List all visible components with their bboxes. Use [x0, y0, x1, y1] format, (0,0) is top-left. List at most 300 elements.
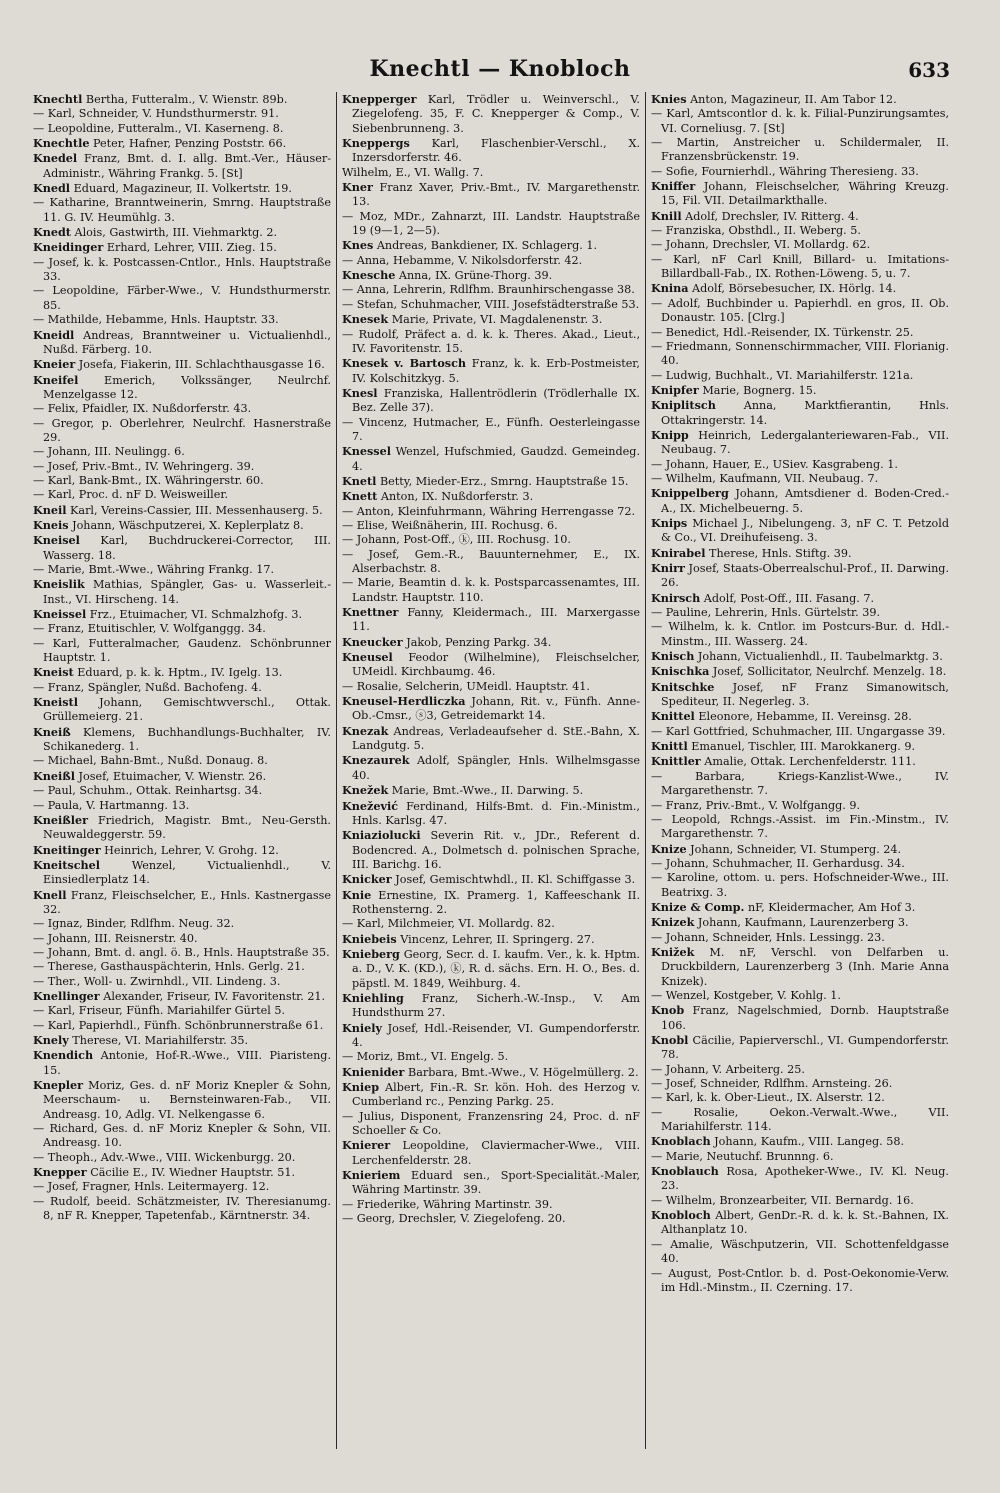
- directory-entry: [33, 1078, 331, 1122]
- entry-text: — Stefan, Schuhmacher, VIII. Josefstädterstraße 53.: [342, 297, 640, 311]
- directory-entry: [651, 297, 949, 326]
- directory-entry: [651, 931, 949, 945]
- columns: [28, 92, 954, 1449]
- entry-text: — Friedmann, Sonnenschirmmacher, VIII. Florianig. 40.: [651, 339, 949, 368]
- entry-surname: Kneppergs: [342, 136, 410, 151]
- entry-text: — Marie, Beamtin d. k. k. Postsparcassenamtes, III. Landstr. Hauptstr. 110.: [342, 576, 640, 604]
- directory-entry: [33, 1122, 331, 1151]
- entry-text: — Johann, Schuhmacher, II. Gerhardusg. 34.: [651, 856, 905, 870]
- directory-entry: [651, 1208, 949, 1238]
- directory-entry: [651, 136, 949, 165]
- directory-entry: [342, 416, 640, 445]
- entry-text: Wenzel, Victualienhdl., V. Einsiedlerplatz 14.: [43, 858, 331, 887]
- directory-entry: [33, 622, 331, 636]
- entry-text: Anton, IX. Nußdorferstr. 3.: [377, 490, 534, 504]
- directory-entry: [33, 328, 331, 358]
- entry-text: Marie, Private, VI. Magdalenenstr. 3.: [388, 313, 603, 327]
- entry-surname: Knedl: [33, 181, 71, 196]
- directory-entry: [342, 783, 640, 798]
- directory-entry: [342, 238, 640, 253]
- directory-entry: [342, 210, 640, 239]
- directory-entry: [33, 695, 331, 725]
- entry-surname: Knesek v. Bartosch: [342, 356, 467, 371]
- directory-entry: [651, 165, 949, 179]
- entry-text: Karl, Trödler u. Weinverschl., V. Ziegelofeng. 35, F. C. Knepperger & Comp., V. Siebenbrunneng. 3.: [352, 93, 640, 135]
- directory-entry: [33, 225, 331, 240]
- directory-entry: [651, 620, 949, 649]
- entry-text: Emanuel, Tischler, III. Marokkanerg. 9.: [687, 740, 916, 754]
- entry-text: — Rosalie, Oekon.-Verwalt.-Wwe., VII. Mariahilferstr. 114.: [651, 1105, 949, 1134]
- entry-text: Johann, Kaufm., VIII. Langeg. 58.: [710, 1135, 905, 1149]
- entry-text: — Sofie, Fournierhdl., Währing Theresieng. 33.: [651, 164, 919, 178]
- page-header: [0, 54, 1000, 90]
- entry-text: — Marie, Neutuchf. Brunnng. 6.: [651, 1149, 834, 1163]
- directory-entry: [33, 284, 331, 313]
- page-number: 633: [908, 58, 950, 82]
- directory-entry: [651, 739, 949, 754]
- entry-surname: Knipfer: [651, 382, 699, 397]
- directory-entry: [342, 180, 640, 210]
- entry-surname: Kneusel: [342, 650, 393, 665]
- entry-text: — Wilhelm, k. k. Cntlor. im Postcurs-Bur. d. Hdl.-Minstm., III. Wasserg. 24.: [651, 620, 949, 648]
- entry-text: Betty, Mieder-Erz., Smrng. Hauptstraße 15.: [376, 474, 629, 488]
- entry-surname: Kniplitsch: [651, 398, 716, 413]
- directory-entry: [651, 871, 949, 900]
- directory-entry: [651, 428, 949, 458]
- entry-text: Johann, Gemischtwverschl., Ottak. Grüllemeierg. 21.: [43, 696, 331, 724]
- entry-surname: Knipp: [651, 427, 689, 442]
- entry-surname: Knittler: [651, 754, 701, 769]
- directory-entry: [651, 281, 949, 296]
- directory-entry: [651, 472, 949, 486]
- entry-text: — Leopold, Rchngs.-Assist. im Fin.-Minstm., IV. Margarethenstr. 7.: [651, 812, 949, 841]
- entry-surname: Knina: [651, 281, 689, 296]
- entry-text: — Karl Gottfried, Schuhmacher, III. Ungargasse 39.: [651, 724, 946, 738]
- entry-text: Feodor (Wilhelmine), Fleischselcher, UMeidl. Kirchbaumg. 46.: [352, 651, 640, 679]
- directory-entry: [342, 489, 640, 504]
- directory-entry: [33, 932, 331, 946]
- entry-text: Anna, IX. Grüne-Thorg. 39.: [395, 269, 553, 283]
- entry-text: Therese, VI. Mariahilferstr. 35.: [68, 1034, 249, 1047]
- entry-surname: Kneitschel: [33, 857, 101, 872]
- directory-entry: [651, 945, 949, 989]
- entry-text: Anna, Marktfierantin, Hnls. Ottakringerstr. 14.: [661, 399, 949, 427]
- entry-text: Karl, Vereins-Cassier, III. Messenhauserg. 5.: [66, 503, 323, 517]
- entry-surname: Knirsch: [651, 590, 701, 605]
- entry-surname: Knieriem: [342, 1168, 401, 1183]
- entry-text: — Ignaz, Binder, Rdlfhm. Neug. 32.: [33, 917, 235, 931]
- directory-entry: [33, 92, 331, 107]
- entry-surname: Knechtle: [33, 136, 90, 151]
- directory-entry: [33, 813, 331, 843]
- entry-surname: Knett: [342, 489, 378, 504]
- entry-text: Johann, Schneider, VI. Stumperg. 24.: [686, 842, 902, 856]
- running-head: Knechtl — Knobloch: [369, 56, 631, 82]
- entry-text: Eduard, p. k. k. Hptm., IV. Igelg. 13.: [73, 666, 283, 680]
- entry-surname: Kneitinger: [33, 842, 101, 857]
- entry-surname: Kneissel: [33, 607, 87, 622]
- entry-text: Cäcilie, Papierverschl., VI. Gumpendorferstr. 78.: [661, 1034, 949, 1062]
- directory-entry: [33, 240, 331, 255]
- directory-entry: [651, 224, 949, 238]
- entry-text: — August, Post-Cntlor. b. d. Post-Oekonomie-Verw. im Hdl.-Minstm., II. Czerning. 17.: [651, 1266, 949, 1294]
- entry-surname: Kneistl: [33, 695, 78, 710]
- directory-entry: [651, 92, 949, 107]
- entry-text: Adolf, Spängler, Hnls. Wilhelmsgasse 40.: [352, 754, 640, 782]
- directory-entry: [651, 591, 949, 606]
- directory-entry: [33, 1151, 331, 1165]
- directory-entry: [342, 166, 640, 180]
- entry-surname: Kniebeis: [342, 931, 397, 946]
- entry-surname: Knischka: [651, 664, 710, 679]
- entry-surname: Knirr: [651, 561, 685, 575]
- directory-entry: [651, 664, 949, 679]
- entry-surname: Knell: [33, 887, 67, 902]
- entry-surname: Knesek: [342, 312, 389, 327]
- entry-text: — Johann, Post-Off., ⓚ, III. Rochusg. 10.: [342, 533, 571, 547]
- entry-text: — Johann, Drechsler, VI. Mollardg. 62.: [651, 238, 871, 252]
- entry-text: Vincenz, Lehrer, II. Springerg. 27.: [396, 932, 595, 946]
- directory-entry: [651, 546, 949, 561]
- directory-entry: [651, 107, 949, 136]
- entry-text: — Karl, k. k. Ober-Lieut., IX. Alserstr. 12.: [651, 1091, 885, 1105]
- entry-text: Franz, k. k. Erb-Postmeister, IV. Kolschitzkyg. 5.: [352, 357, 640, 385]
- entry-text: — Elise, Weißnäherin, III. Rochusg. 6.: [342, 518, 558, 532]
- directory-entry: [33, 1019, 331, 1033]
- entry-text: Josef, Hdl.-Reisender, VI. Gumpendorferstr. 4.: [352, 1021, 640, 1049]
- entry-text: Josef, Staats-Oberrealschul-Prof., II. Darwing. 26.: [661, 562, 949, 590]
- directory-entry: [651, 561, 949, 591]
- directory-entry: [33, 665, 331, 680]
- directory-entry: [33, 769, 331, 784]
- directory-entry: [342, 356, 640, 386]
- directory-entry: [651, 1063, 949, 1077]
- directory-entry: [342, 650, 640, 680]
- directory-entry: [342, 1050, 640, 1064]
- directory-entry: [33, 1048, 331, 1078]
- directory-entry: [33, 725, 331, 755]
- entry-text: — Felix, Pfaidler, IX. Nußdorferstr. 43.: [33, 402, 252, 416]
- directory-entry: [33, 799, 331, 813]
- directory-entry: [342, 576, 640, 605]
- entry-text: — Karl, Friseur, Fünfh. Mariahilfer Gürtel 5.: [33, 1004, 286, 1018]
- directory-entry: [33, 637, 331, 666]
- directory-entry: [33, 754, 331, 768]
- directory-entry: [651, 1164, 949, 1194]
- entry-surname: Kneier: [33, 357, 76, 372]
- entry-surname: Knirabel: [651, 545, 706, 560]
- entry-text: Amalie, Ottak. Lerchenfelderstr. 111.: [700, 755, 916, 769]
- directory-entry: [33, 196, 331, 225]
- directory-entry: [651, 754, 949, 769]
- directory-entry: [342, 753, 640, 783]
- entry-text: Josefa, Fiakerin, III. Schlachthausgasse 16.: [75, 358, 325, 372]
- entry-text: Franz, Bmt. d. I. allg. Bmt.-Ver., Häuser-Administr., Währing Frankg. 5. [St]: [43, 152, 331, 180]
- entry-text: — Rosalie, Selcherin, UMeidl. Hauptstr. 41.: [342, 679, 590, 693]
- entry-text: Jakob, Penzing Parkg. 34.: [402, 635, 552, 649]
- directory-entry: [33, 151, 331, 181]
- entry-surname: Knize & Comp.: [651, 899, 745, 914]
- entry-text: Wenzel, Hufschmied, Gaudzd. Gemeindeg. 4.: [352, 445, 640, 473]
- entry-text: — Karl, Milchmeier, VI. Mollardg. 82.: [342, 917, 555, 931]
- entry-text: Heinrich, Lehrer, V. Grohg. 12.: [100, 843, 279, 857]
- entry-text: — Karl, Futteralmacher, Gaudenz. Schönbrunner Hauptstr. 1.: [33, 636, 331, 665]
- entry-text: — Karl, Papierhdl., Fünfh. Schönbrunnerstraße 61.: [33, 1018, 324, 1032]
- entry-surname: Kniffer: [651, 179, 696, 194]
- entry-text: Adolf, Drechsler, IV. Ritterg. 4.: [681, 209, 859, 223]
- directory-entry: [342, 724, 640, 754]
- directory-entry: [651, 1238, 949, 1267]
- directory-entry: [342, 991, 640, 1021]
- directory-entry: [651, 253, 949, 282]
- directory-entry: [33, 373, 331, 403]
- entry-text: — Mathilde, Hebamme, Hnls. Hauptstr. 33.: [33, 313, 279, 327]
- directory-entry: [342, 548, 640, 577]
- entry-text: — Wilhelm, Kaufmann, VII. Neubaug. 7.: [651, 471, 879, 485]
- directory-entry: [651, 649, 949, 664]
- directory-entry: [33, 357, 331, 372]
- entry-surname: Kniaziolucki: [342, 828, 421, 843]
- entry-text: — Theoph., Adv.-Wwe., VIII. Wickenburgg. 20.: [33, 1150, 296, 1164]
- entry-text: — Josef, Priv.-Bmt., IV. Wehringerg. 39.: [33, 459, 255, 473]
- entry-text: M. nF, Verschl. von Delfarben u. Druckbildern, Laurenzerberg 3 (Inh. Marie Anna Knizek).: [661, 945, 949, 988]
- directory-entry: [342, 694, 640, 724]
- entry-text: Emerich, Volkssänger, Neulrchf. Menzelgasse 12.: [43, 373, 331, 401]
- entry-text: Cäcilie E., IV. Wiedner Hauptstr. 51.: [86, 1166, 296, 1180]
- entry-surname: Kneucker: [342, 634, 403, 649]
- directory-entry: [33, 181, 331, 196]
- directory-entry: [33, 474, 331, 488]
- entry-surname: Knob: [651, 1003, 685, 1018]
- entry-text: Johann, Wäschputzerei, X. Keplerplatz 8.: [68, 518, 304, 532]
- directory-entry: [33, 1004, 331, 1018]
- directory-entry: [651, 842, 949, 857]
- directory-entry: [33, 843, 331, 858]
- entry-text: — Wilhelm, Bronzearbeiter, VII. Bernardg. 16.: [651, 1193, 914, 1207]
- directory-entry: [651, 989, 949, 1003]
- entry-text: Leopoldine, Claviermacher-Wwe., VIII. Lerchenfelderstr. 28.: [352, 1139, 640, 1167]
- entry-text: Andreas, Branntweiner u. Victualienhdl., Nußd. Färberg. 10.: [43, 328, 331, 356]
- entry-text: Moriz, Ges. d. nF Moriz Knepler & Sohn, Meerschaum- u. Bernsteinwaren-Fab., VII. Andreasg. 10, Adlg. VI. Nelkengasse 6.: [43, 1079, 331, 1121]
- directory-entry: [33, 445, 331, 459]
- entry-text: Eduard, Magazineur, II. Volkertstr. 19.: [70, 182, 292, 196]
- entry-text: Klemens, Buchhandlungs-Buchhalter, IV. Schikanederg. 1.: [43, 725, 331, 754]
- entry-text: Karl, Buchdruckerei-Corrector, III. Wasserg. 18.: [43, 534, 331, 562]
- entry-surname: Knes: [342, 238, 374, 253]
- entry-surname: Knisch: [651, 649, 695, 664]
- entry-text: Eleonore, Hebamme, II. Vereinsg. 28.: [694, 710, 912, 724]
- entry-surname: Knezak: [342, 723, 389, 738]
- entry-surname: Kneusel-Herdliczka: [342, 694, 466, 709]
- entry-surname: Knechtl: [33, 92, 83, 106]
- directory-entry: [33, 1165, 331, 1180]
- entry-text: Johann, Kaufmann, Laurenzerberg 3.: [694, 916, 909, 930]
- entry-surname: Knižek: [651, 944, 695, 959]
- directory-entry: [651, 516, 949, 546]
- entry-text: Franz Xaver, Priv.-Bmt., IV. Margarethenstr. 13.: [352, 181, 640, 209]
- entry-text: Johann, Rit. v., Fünfh. Anne-Ob.-Cmsr., ⓢ3, Getreidemarkt 14.: [352, 695, 640, 723]
- entry-surname: Knedt: [33, 225, 71, 240]
- directory-entry: [33, 960, 331, 974]
- entry-text: Johann, Fleischselcher, Währing Kreuzg. 15, Fil. VII. Detailmarkthalle.: [661, 180, 949, 208]
- entry-text: — Johann, Schneider, Hnls. Lessingg. 23.: [651, 930, 885, 944]
- entry-text: Adolf, Post-Off., III. Fasang. 7.: [700, 591, 875, 605]
- entry-text: — Josef, Gem.-R., Bauunternehmer, E., IX. Alserbachstr. 8.: [342, 547, 640, 575]
- entry-text: — Anton, Kleinfuhrmann, Währing Herrengasse 72.: [342, 504, 636, 518]
- entry-surname: Knie: [342, 887, 372, 902]
- entry-text: Friedrich, Magistr. Bmt., Neu-Gersth. Neuwaldeggerstr. 59.: [43, 813, 331, 842]
- entry-text: Alexander, Friseur, IV. Favoritenstr. 21.: [99, 989, 326, 1003]
- entry-text: — Vincenz, Hutmacher, E., Fünfh. Oesterleingasse 7.: [342, 415, 640, 443]
- directory-entry: [33, 681, 331, 695]
- directory-entry: [342, 136, 640, 166]
- directory-entry: [651, 383, 949, 398]
- entry-text: — Barbara, Kriegs-Kanzlist-Wwe., IV. Margarethenstr. 7.: [651, 769, 949, 798]
- entry-text: Franz, Nagelschmied, Dornb. Hauptstraße 106.: [661, 1004, 949, 1032]
- directory-entry: [651, 238, 949, 252]
- entry-text: — Josef, k. k. Postcassen-Cntlor., Hnls. Hauptstraße 33.: [33, 255, 331, 284]
- entry-surname: Knies: [651, 92, 687, 106]
- directory-entry: [651, 680, 949, 710]
- directory-entry: [651, 900, 949, 915]
- directory-entry: [651, 340, 949, 369]
- directory-entry: [651, 709, 949, 724]
- entry-text: Adolf, Börsebesucher, IX. Hörlg. 14.: [688, 282, 897, 296]
- entry-text: — Marie, Bmt.-Wwe., Währing Frankg. 17.: [33, 563, 275, 576]
- entry-text: — Leopoldine, Färber-Wwe., V. Hundsthurmerstr. 85.: [33, 284, 331, 312]
- entry-text: — Gregor, p. Oberlehrer, Neulrchf. Hasnerstraße 29.: [33, 416, 331, 444]
- entry-text: — Karl, Bank-Bmt., IX. Währingerstr. 60.: [33, 473, 264, 487]
- directory-entry: [651, 813, 949, 842]
- entry-text: — Pauline, Lehrerin, Hnls. Gürtelstr. 39.: [651, 606, 881, 620]
- entry-text: Heinrich, Ledergalanteriewaren-Fab., VII. Neubaug. 7.: [661, 428, 949, 457]
- entry-text: — Katharine, Branntweinerin, Smrng. Hauptstraße 11. G. IV. Heumühlg. 3.: [33, 196, 331, 224]
- directory-entry: [651, 458, 949, 472]
- directory-entry: [342, 298, 640, 312]
- entry-text: Therese, Hnls. Stiftg. 39.: [705, 546, 852, 560]
- column-2: [336, 92, 645, 1449]
- entry-surname: Kner: [342, 180, 373, 195]
- entry-text: — Johann, Hauer, E., USiev. Kasgrabeng. 1.: [651, 457, 898, 471]
- entry-text: — Adolf, Buchbinder u. Papierhdl. en gros, II. Ob. Donaustr. 105. [Clrg.]: [651, 296, 949, 325]
- directory-entry: [342, 799, 640, 829]
- directory-entry: [342, 444, 640, 474]
- entry-surname: Knill: [651, 208, 682, 223]
- directory-entry: [342, 635, 640, 650]
- directory-entry: [342, 283, 640, 297]
- entry-text: Johann, Victualienhdl., II. Taubelmarktg. 3.: [694, 650, 943, 664]
- directory-entry: [342, 828, 640, 872]
- directory-entry: [33, 503, 331, 518]
- entry-surname: Knobloch: [651, 1208, 711, 1223]
- entry-text: — Paul, Schuhm., Ottak. Reinhartsg. 34.: [33, 784, 263, 798]
- entry-text: — Johann, V. Arbeiterg. 25.: [651, 1062, 805, 1076]
- directory-entry: [33, 313, 331, 327]
- entry-text: — Wenzel, Kostgeber, V. Kohlg. 1.: [651, 988, 841, 1002]
- directory-entry: [33, 563, 331, 577]
- directory-entry: [33, 917, 331, 931]
- entry-surname: Kneidinger: [33, 240, 104, 255]
- entry-text: Josef, nF Franz Simanowitsch, Spediteur, II. Negerleg. 3.: [661, 680, 949, 709]
- directory-entry: [651, 1077, 949, 1091]
- entry-surname: Knippelberg: [651, 486, 729, 501]
- entry-surname: Knettner: [342, 605, 399, 620]
- entry-text: nF, Kleidermacher, Am Hof 3.: [744, 900, 916, 914]
- entry-text: Albert, Fin.-R. Sr. kön. Hoh. des Herzog v. Cumberland rc., Penzing Parkg. 25.: [352, 1081, 640, 1109]
- directory-entry: [651, 915, 949, 930]
- entry-text: Josef, Sollicitator, Neulrchf. Menzelg. 18.: [709, 665, 947, 679]
- entry-text: — Anna, Lehrerin, Rdlfhm. Braunhirschengasse 38.: [342, 283, 635, 297]
- directory-entry: [33, 975, 331, 989]
- entry-surname: Knoblach: [651, 1134, 711, 1149]
- entry-text: Anton, Magazineur, II. Am Tabor 12.: [686, 93, 897, 106]
- entry-surname: Knoblauch: [651, 1164, 719, 1179]
- directory-entry: [651, 369, 949, 383]
- entry-text: — Franz, Etuitischler, V. Wolfganggg. 34.: [33, 622, 266, 636]
- directory-entry: [33, 136, 331, 151]
- entry-text: — Michael, Bahn-Bmt., Nußd. Donaug. 8.: [33, 754, 268, 768]
- directory-entry: [33, 946, 331, 960]
- entry-surname: Kneidl: [33, 327, 75, 342]
- directory-entry: [651, 1003, 949, 1033]
- directory-entry: [33, 1033, 331, 1048]
- entry-surname: Knepler: [33, 1078, 84, 1093]
- entry-surname: Knips: [651, 515, 688, 530]
- directory-entry: [33, 460, 331, 474]
- entry-surname: Kneifel: [33, 372, 79, 387]
- directory-entry: [33, 402, 331, 416]
- entry-surname: Knizek: [651, 915, 695, 930]
- directory-entry: [33, 107, 331, 121]
- entry-text: Bertha, Futteralm., V. Wienstr. 89b.: [82, 93, 288, 106]
- entry-text: Andreas, Verladeaufseher d. StE.-Bahn, X. Landgutg. 5.: [352, 724, 640, 753]
- entry-text: — Johann, III. Reisnerstr. 40.: [33, 931, 198, 945]
- entry-surname: Kneißl: [33, 768, 75, 783]
- entry-text: — Paula, V. Hartmanng. 13.: [33, 798, 190, 812]
- directory-entry: [651, 799, 949, 813]
- directory-entry: [33, 122, 331, 136]
- directory-entry: [342, 917, 640, 931]
- directory-entry: [651, 1033, 949, 1063]
- entry-text: Frz., Etuimacher, VI. Schmalzhofg. 3.: [86, 608, 303, 622]
- directory-entry: [342, 872, 640, 887]
- entry-text: Wilhelm, E., VI. Wallg. 7.: [342, 165, 484, 179]
- directory-entry: [651, 326, 949, 340]
- entry-surname: Knežek: [342, 783, 389, 798]
- directory-entry: [342, 1065, 640, 1080]
- entry-surname: Knesche: [342, 268, 396, 283]
- directory-entry: [342, 533, 640, 547]
- directory-entry: [651, 486, 949, 516]
- entry-text: — Rudolf, Präfect a. d. k. k. Theres. Akad., Lieut., IV. Favoritenstr. 15.: [342, 327, 640, 355]
- directory-entry: [33, 784, 331, 798]
- column-1: [28, 92, 336, 1449]
- entry-text: — Leopoldine, Futteralm., VI. Kaserneng. 8.: [33, 121, 284, 135]
- directory-entry: [342, 1212, 640, 1226]
- directory-entry: [342, 1168, 640, 1198]
- directory-entry: [651, 209, 949, 224]
- entry-surname: Knierer: [342, 1138, 391, 1153]
- directory-entry: [33, 518, 331, 533]
- entry-text: — Karl, Schneider, V. Hundsthurmerstr. 91.: [33, 107, 279, 121]
- entry-text: Johann, Amtsdiener d. Boden-Cred.-A., IX. Michelbeuerng. 5.: [661, 487, 949, 515]
- entry-text: — Martin, Anstreicher u. Schildermaler, II. Franzensbrückenstr. 19.: [651, 136, 949, 164]
- entry-text: — Johann, Bmt. d. angl. ö. B., Hnls. Hauptstraße 35.: [33, 945, 330, 959]
- entry-text: — Franziska, Obsthdl., II. Weberg. 5.: [651, 224, 861, 238]
- entry-surname: Knely: [33, 1033, 69, 1047]
- entry-surname: Kneisel: [33, 533, 80, 548]
- directory-entry: [342, 519, 640, 533]
